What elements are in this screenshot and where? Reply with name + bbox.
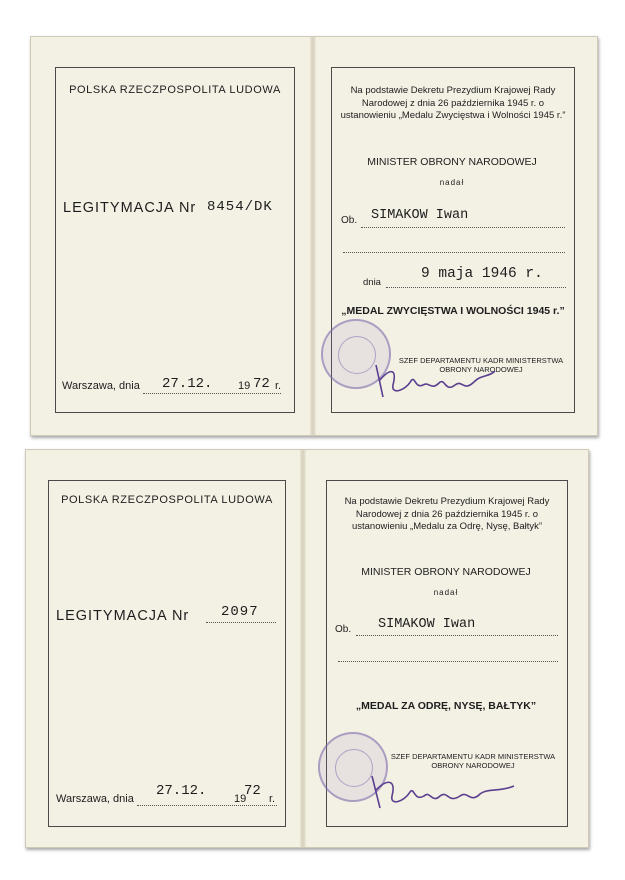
certificate-card-1	[30, 36, 598, 436]
blank-dotted-line	[338, 661, 558, 662]
minister-title: MINISTER OBRONY NARODOWEJ	[361, 566, 531, 578]
legitimation-number: 2097	[221, 604, 259, 620]
fold-line	[300, 450, 306, 847]
award-date-dotted-line	[386, 287, 566, 288]
date-dotted-line	[137, 805, 277, 806]
minister-title: MINISTER OBRONY NARODOWEJ	[367, 156, 537, 168]
department-head-title: SZEF DEPARTAMENTU KADR MINISTERSTWA OBRONY NARODOWEJ	[390, 752, 556, 770]
left-page-frame	[48, 480, 286, 827]
name-dotted-line	[361, 227, 565, 228]
medal-name: „MEDAL ZA ODRĘ, NYSĘ, BAŁTYK”	[355, 700, 537, 712]
country-header: POLSKA RZECZPOSPOLITA LUDOWA	[61, 494, 273, 506]
citizen-label: Ob.	[335, 624, 352, 635]
recipient-name: SIMAKOW Iwan	[371, 208, 469, 223]
department-head-title: SZEF DEPARTAMENTU KADR MINISTERSTWA OBRONY NARODOWEJ	[398, 356, 564, 374]
signature	[368, 768, 518, 816]
left-page-frame	[55, 67, 295, 413]
award-date-label: dnia	[363, 277, 381, 288]
issue-date: 27.12.	[162, 376, 213, 392]
granted-label: nadał	[433, 588, 459, 597]
medal-name: „MEDAL ZWYCIĘSTWA I WOLNOŚCI 1945 r.”	[341, 305, 565, 317]
date-dotted-line	[143, 393, 281, 394]
number-dotted-line	[206, 622, 276, 623]
name-dotted-line	[356, 635, 558, 636]
citizen-label: Ob.	[341, 215, 358, 226]
country-header: POLSKA RZECZPOSPOLITA LUDOWA	[69, 84, 281, 96]
legitimation-label: LEGITYMACJA Nr	[56, 608, 190, 624]
issue-city-label: Warszawa, dnia	[56, 793, 134, 805]
signature	[371, 355, 501, 405]
year-prefix: 19	[234, 793, 247, 805]
blank-dotted-line	[343, 252, 565, 253]
issue-date: 27.12.	[156, 783, 207, 799]
fold-line	[310, 37, 316, 435]
decree-text: Na podstawie Dekretu Prezydium Krajowej Rady Narodowej z dnia 26 października 1945 r. o ustanowieniu „Medalu Zwycięstwa i Wolności 1945 r.”	[340, 85, 566, 121]
certificate-card-2	[25, 449, 589, 848]
award-date: 9 maja 1946 r.	[421, 266, 543, 282]
year-suffix: 72	[253, 376, 270, 392]
year-suffix: 72	[244, 783, 261, 799]
legitimation-label: LEGITYMACJA Nr	[63, 200, 197, 216]
year-prefix: 19	[238, 380, 251, 392]
recipient-name: SIMAKOW Iwan	[378, 617, 476, 632]
granted-label: nadał	[439, 178, 465, 187]
legitimation-number: 8454/DK	[207, 199, 273, 215]
year-end: r.	[269, 793, 276, 805]
year-end: r.	[275, 380, 282, 392]
decree-text: Na podstawie Dekretu Prezydium Krajowej Rady Narodowej z dnia 26 października 1945 r. o ustanowieniu „Medalu za Odrę, Nysę, Bałtyk”	[344, 496, 550, 532]
issue-city-label: Warszawa, dnia	[62, 380, 140, 392]
